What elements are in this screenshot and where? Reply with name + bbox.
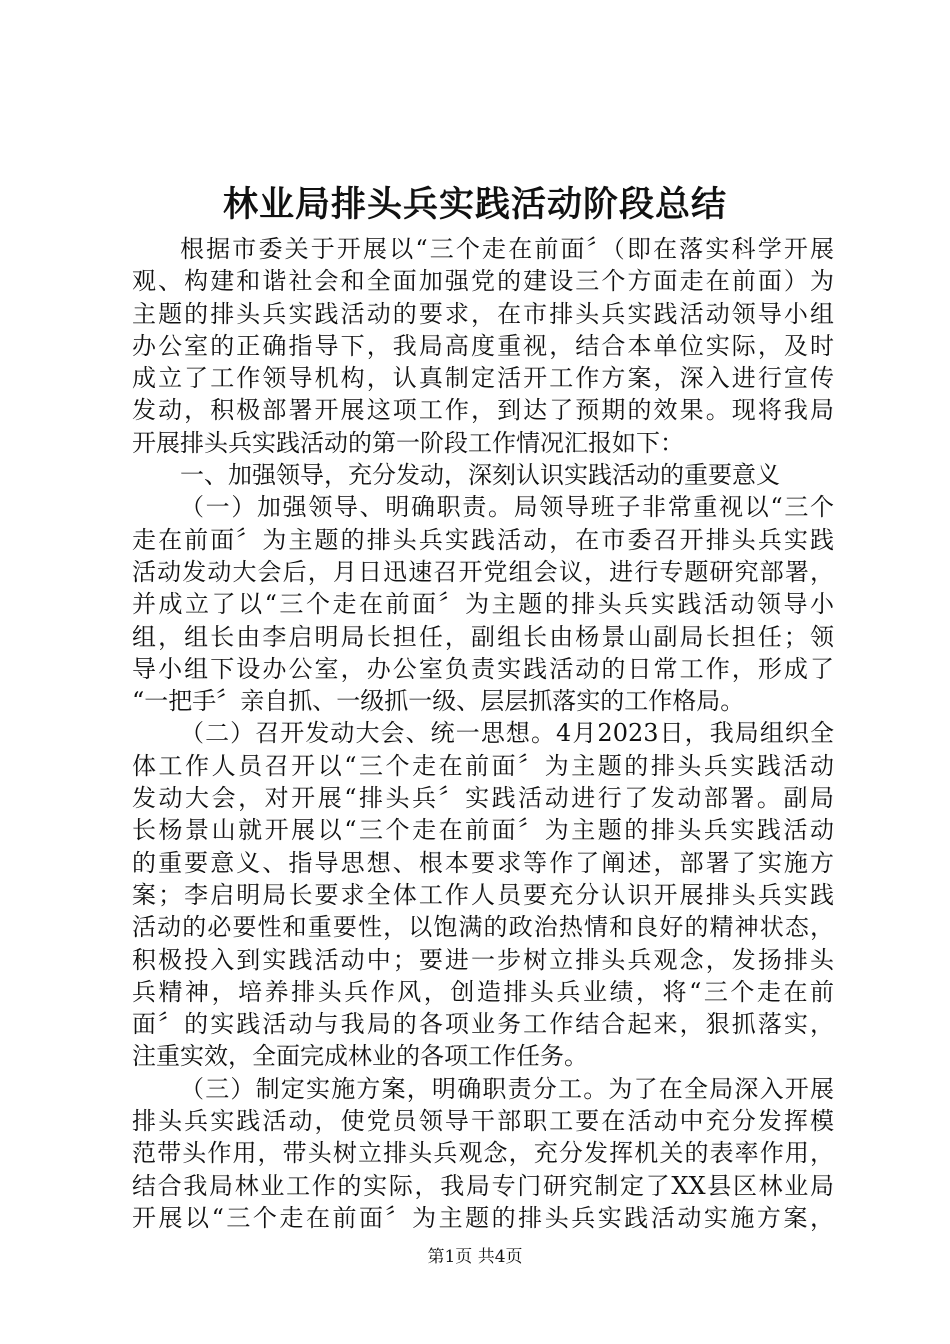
section-heading: 一、加强领导，充分发动，深刻认识实践活动的重要意义 — [180, 461, 780, 490]
text-line: 面〞的实践活动与我局的各项业务工作结合起来，狠抓落实， — [132, 1010, 834, 1039]
text-line: 结合我局林业工作的实际，我局专门研究制定了XX县区林业局 — [132, 1171, 834, 1200]
text-line: 开展以“三个走在前面〞为主题的排头兵实践活动实施方案， — [132, 1203, 834, 1232]
text-line: 主题的排头兵实践活动的要求，在市排头兵实践活动领导小组 — [132, 299, 834, 328]
text-line: 办公室的正确指导下，我局高度重视，结合本单位实际，及时 — [132, 331, 834, 360]
text-line: 导小组下设办公室，办公室负责实践活动的日常工作，形成了 — [132, 654, 834, 683]
text-line: 兵精神，培养排头兵作风，创造排头兵业绩，将“三个走在前 — [132, 977, 834, 1006]
text-line: （二）召开发动大会、统一思想。4月2023日，我局组织全 — [180, 719, 834, 748]
text-line: 长杨景山就开展以“三个走在前面〞为主题的排头兵实践活动 — [132, 816, 834, 845]
page-footer: 第1页 共4页 — [427, 1247, 523, 1267]
text-line: 体工作人员召开以“三个走在前面〞为主题的排头兵实践活动 — [132, 751, 834, 780]
text-line: 发动大会，对开展“排头兵〞实践活动进行了发动部署。副局 — [132, 784, 834, 813]
text-line: 活动发动大会后，月日迅速召开党组会议，进行专题研究部署， — [132, 557, 834, 586]
document-body — [132, 233, 834, 1234]
text-line: 的重要意义、指导思想、根本要求等作了阐述，部署了实施方 — [132, 848, 834, 877]
text-line: 排头兵实践活动，使党员领导干部职工要在活动中充分发挥模 — [132, 1107, 834, 1136]
text-line: 案；李启明局长要求全体工作人员要充分认识开展排头兵实践 — [132, 880, 834, 909]
text-line: （三）制定实施方案，明确职责分工。为了在全局深入开展 — [180, 1074, 834, 1103]
text-line: 积极投入到实践活动中；要进一步树立排头兵观念，发扬排头 — [132, 945, 834, 974]
text-line: 注重实效，全面完成林业的各项工作任务。 — [132, 1042, 588, 1071]
text-line: 发动，积极部署开展这项工作，到达了预期的效果。现将我局 — [132, 396, 834, 425]
text-line: “一把手〞亲自抓、一级抓一级、层层抓落实的工作格局。 — [132, 687, 745, 716]
text-line: 观、构建和谐社会和全面加强党的建设三个方面走在前面）为 — [132, 267, 834, 296]
text-line: （一）加强领导、明确职责。局领导班子非常重视以“三个 — [180, 493, 834, 522]
text-line: 开展排头兵实践活动的第一阶段工作情况汇报如下： — [132, 428, 684, 457]
text-line: 并成立了以“三个走在前面〞为主题的排头兵实践活动领导小 — [132, 590, 834, 619]
text-line: 根据市委关于开展以“三个走在前面〞（即在落实科学开展 — [180, 235, 834, 263]
text-line: 范带头作用，带头树立排头兵观念，充分发挥机关的表率作用， — [132, 1139, 834, 1168]
text-line: 活动的必要性和重要性，以饱满的政治热情和良好的精神状态， — [132, 913, 834, 942]
text-line: 走在前面〞为主题的排头兵实践活动，在市委召开排头兵实践 — [132, 525, 834, 554]
text-line: 成立了工作领导机构，认真制定活开工作方案，深入进行宣传 — [132, 364, 834, 393]
text-line: 组，组长由李启明局长担任，副组长由杨景山副局长担任；领 — [132, 622, 834, 651]
document-title: 林业局排头兵实践活动阶段总结 — [222, 185, 727, 225]
